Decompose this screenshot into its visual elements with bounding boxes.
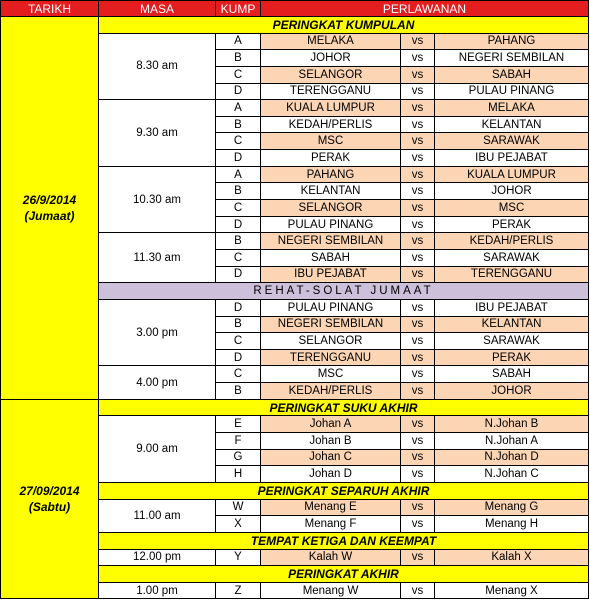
vs-label: vs bbox=[401, 216, 435, 233]
break-title: REHAT-SOLAT JUMAAT bbox=[99, 283, 589, 300]
group-cell: D bbox=[216, 266, 261, 283]
time-cell: 4.00 pm bbox=[99, 366, 216, 399]
day-text: (Sabtu) bbox=[28, 500, 71, 515]
home-team: SELANGOR bbox=[261, 66, 401, 83]
vs-label: vs bbox=[401, 349, 435, 366]
away-team: SARAWAK bbox=[435, 333, 589, 350]
home-team: Johan B bbox=[261, 433, 401, 450]
group-cell: A bbox=[216, 166, 261, 183]
home-team: KELANTAN bbox=[261, 183, 401, 200]
home-team: Menang F bbox=[261, 516, 401, 533]
group-cell: A bbox=[216, 33, 261, 50]
away-team: IBU PEJABAT bbox=[435, 299, 589, 316]
group-cell: D bbox=[216, 349, 261, 366]
time-cell: 11.00 am bbox=[99, 499, 216, 532]
home-team: Menang E bbox=[261, 499, 401, 516]
away-team: KEDAH/PERLIS bbox=[435, 233, 589, 250]
group-cell: C bbox=[216, 366, 261, 383]
group-cell: E bbox=[216, 416, 261, 433]
group-cell: Y bbox=[216, 549, 261, 566]
away-team: PERAK bbox=[435, 349, 589, 366]
vs-label: vs bbox=[401, 383, 435, 400]
home-team: KEDAH/PERLIS bbox=[261, 383, 401, 400]
time-cell: 1.00 pm bbox=[99, 582, 216, 599]
group-cell: B bbox=[216, 233, 261, 250]
vs-label: vs bbox=[401, 233, 435, 250]
group-cell: D bbox=[216, 150, 261, 167]
group-cell: B bbox=[216, 383, 261, 400]
vs-label: vs bbox=[401, 466, 435, 483]
time-cell: 3.00 pm bbox=[99, 299, 216, 366]
home-team: Menang W bbox=[261, 582, 401, 599]
home-team: Kalah W bbox=[261, 549, 401, 566]
home-team: NEGERI SEMBILAN bbox=[261, 233, 401, 250]
home-team: PULAU PINANG bbox=[261, 216, 401, 233]
home-team: PAHANG bbox=[261, 166, 401, 183]
time-cell: 11.30 am bbox=[99, 233, 216, 283]
home-team: KUALA LUMPUR bbox=[261, 100, 401, 117]
group-cell: C bbox=[216, 66, 261, 83]
vs-label: vs bbox=[401, 266, 435, 283]
away-team: PERAK bbox=[435, 216, 589, 233]
vs-label: vs bbox=[401, 116, 435, 133]
time-cell: 9.30 am bbox=[99, 100, 216, 167]
away-team: SABAH bbox=[435, 366, 589, 383]
home-team: SABAH bbox=[261, 249, 401, 266]
group-cell: D bbox=[216, 83, 261, 100]
away-team: Menang G bbox=[435, 499, 589, 516]
header-perlawanan: PERLAWANAN bbox=[261, 1, 589, 17]
vs-label: vs bbox=[401, 316, 435, 333]
away-team: JOHOR bbox=[435, 383, 589, 400]
away-team: Menang X bbox=[435, 582, 589, 599]
away-team: JOHOR bbox=[435, 183, 589, 200]
group-cell: G bbox=[216, 449, 261, 466]
vs-label: vs bbox=[401, 83, 435, 100]
date-text: 26/9/2014 bbox=[22, 192, 77, 207]
home-team: TERENGGANU bbox=[261, 349, 401, 366]
time-cell: 10.30 am bbox=[99, 166, 216, 233]
home-team: PULAU PINANG bbox=[261, 299, 401, 316]
schedule-body bbox=[1, 17, 589, 599]
vs-label: vs bbox=[401, 50, 435, 67]
vs-label: vs bbox=[401, 582, 435, 599]
away-team: IBU PEJABAT bbox=[435, 150, 589, 167]
group-cell: A bbox=[216, 100, 261, 117]
away-team: PAHANG bbox=[435, 33, 589, 50]
stage-title: TEMPAT KETIGA DAN KEEMPAT bbox=[99, 532, 589, 549]
group-cell: C bbox=[216, 200, 261, 217]
home-team: IBU PEJABAT bbox=[261, 266, 401, 283]
group-cell: C bbox=[216, 133, 261, 150]
vs-label: vs bbox=[401, 516, 435, 533]
group-cell: D bbox=[216, 216, 261, 233]
vs-label: vs bbox=[401, 549, 435, 566]
group-cell: F bbox=[216, 433, 261, 450]
home-team: NEGERI SEMBILAN bbox=[261, 316, 401, 333]
vs-label: vs bbox=[401, 333, 435, 350]
away-team: PULAU PINANG bbox=[435, 83, 589, 100]
away-team: SARAWAK bbox=[435, 133, 589, 150]
away-team: NEGERI SEMBILAN bbox=[435, 50, 589, 67]
stage-title: PERINGKAT SEPARUH AKHIR bbox=[99, 482, 589, 499]
away-team: KELANTAN bbox=[435, 116, 589, 133]
stage-title: PERINGKAT AKHIR bbox=[99, 566, 589, 583]
vs-label: vs bbox=[401, 366, 435, 383]
header-row bbox=[1, 1, 589, 17]
header-kump: KUMP bbox=[216, 1, 261, 17]
header-tarikh: TARIKH bbox=[1, 1, 99, 17]
away-team: N.Johan C bbox=[435, 466, 589, 483]
stage-row bbox=[1, 17, 589, 34]
away-team: Menang H bbox=[435, 516, 589, 533]
away-team: N.Johan B bbox=[435, 416, 589, 433]
away-team: MELAKA bbox=[435, 100, 589, 117]
group-cell: B bbox=[216, 50, 261, 67]
group-cell: Z bbox=[216, 582, 261, 599]
group-cell: B bbox=[216, 183, 261, 200]
date-cell bbox=[1, 399, 99, 599]
home-team: KEDAH/PERLIS bbox=[261, 116, 401, 133]
away-team: N.Johan D bbox=[435, 449, 589, 466]
vs-label: vs bbox=[401, 200, 435, 217]
stage-title: PERINGKAT KUMPULAN bbox=[99, 17, 589, 34]
home-team: PERAK bbox=[261, 150, 401, 167]
vs-label: vs bbox=[401, 100, 435, 117]
time-cell: 12.00 pm bbox=[99, 549, 216, 566]
away-team: N.Johan A bbox=[435, 433, 589, 450]
home-team: SELANGOR bbox=[261, 200, 401, 217]
away-team: SARAWAK bbox=[435, 249, 589, 266]
group-cell: H bbox=[216, 466, 261, 483]
vs-label: vs bbox=[401, 299, 435, 316]
time-cell: 9.00 am bbox=[99, 416, 216, 483]
date-text: 27/09/2014 bbox=[19, 484, 80, 499]
vs-label: vs bbox=[401, 449, 435, 466]
away-team: Kalah X bbox=[435, 549, 589, 566]
away-team: MSC bbox=[435, 200, 589, 217]
vs-label: vs bbox=[401, 66, 435, 83]
vs-label: vs bbox=[401, 416, 435, 433]
away-team: TERENGGANU bbox=[435, 266, 589, 283]
group-cell: C bbox=[216, 333, 261, 350]
home-team: MSC bbox=[261, 133, 401, 150]
group-cell: C bbox=[216, 249, 261, 266]
home-team: Johan D bbox=[261, 466, 401, 483]
stage-title: PERINGKAT SUKU AKHIR bbox=[99, 399, 589, 416]
vs-label: vs bbox=[401, 499, 435, 516]
home-team: JOHOR bbox=[261, 50, 401, 67]
home-team: Johan C bbox=[261, 449, 401, 466]
vs-label: vs bbox=[401, 33, 435, 50]
vs-label: vs bbox=[401, 133, 435, 150]
home-team: MELAKA bbox=[261, 33, 401, 50]
group-cell: X bbox=[216, 516, 261, 533]
away-team: KELANTAN bbox=[435, 316, 589, 333]
away-team: SABAH bbox=[435, 66, 589, 83]
home-team: SELANGOR bbox=[261, 333, 401, 350]
home-team: TERENGGANU bbox=[261, 83, 401, 100]
vs-label: vs bbox=[401, 433, 435, 450]
group-cell: B bbox=[216, 316, 261, 333]
away-team: KUALA LUMPUR bbox=[435, 166, 589, 183]
day-text: (Jumaat) bbox=[24, 208, 75, 223]
vs-label: vs bbox=[401, 166, 435, 183]
group-cell: D bbox=[216, 299, 261, 316]
home-team: MSC bbox=[261, 366, 401, 383]
vs-label: vs bbox=[401, 150, 435, 167]
header-masa: MASA bbox=[99, 1, 216, 17]
group-cell: W bbox=[216, 499, 261, 516]
group-cell: B bbox=[216, 116, 261, 133]
home-team: Johan A bbox=[261, 416, 401, 433]
time-cell: 8.30 am bbox=[99, 33, 216, 100]
vs-label: vs bbox=[401, 183, 435, 200]
date-cell bbox=[1, 17, 99, 400]
vs-label: vs bbox=[401, 249, 435, 266]
stage-row bbox=[1, 399, 589, 416]
